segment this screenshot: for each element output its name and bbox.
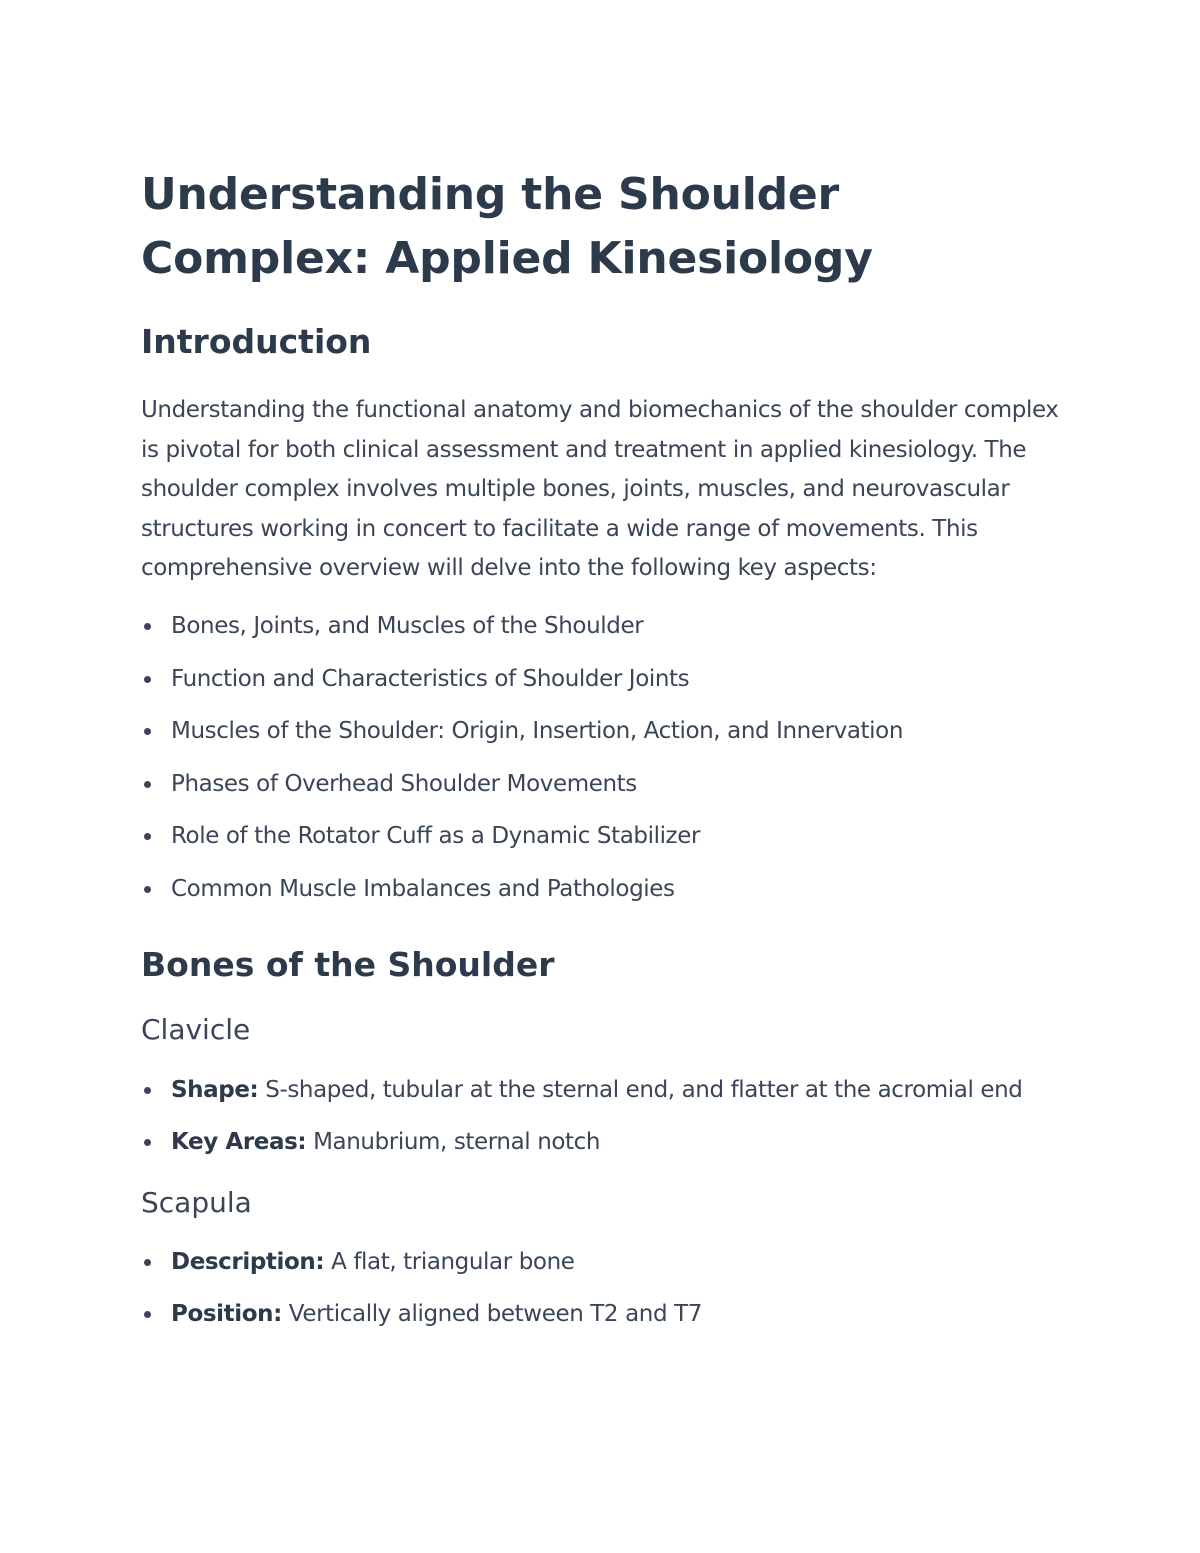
bullet-icon — [144, 676, 151, 683]
scapula-heading: Scapula — [141, 1185, 252, 1219]
introduction-heading: Introduction — [141, 322, 372, 361]
scapula-list — [141, 1243, 1061, 1335]
document-title: Understanding the Shoulder Complex: Applied Kinesiology — [141, 169, 873, 284]
term-label: Shape: — [171, 1076, 259, 1103]
bullet-icon — [144, 886, 151, 893]
term-label: Position: — [171, 1301, 282, 1328]
list-item: Phases of Overhead Shoulder Movements — [141, 765, 1061, 805]
clavicle-list — [141, 1071, 1061, 1163]
clavicle-heading: Clavicle — [141, 1012, 251, 1046]
term-text: Manubrium, sternal notch — [306, 1129, 601, 1156]
bones-heading: Bones of the Shoulder — [141, 944, 555, 984]
bullet-icon — [144, 623, 151, 630]
bullet-icon — [144, 781, 151, 788]
bullet-icon — [144, 1139, 151, 1146]
list-item: Common Muscle Imbalances and Pathologies — [141, 870, 1061, 910]
term-text: S-shaped, tubular at the sternal end, and flatter at the acromial end — [258, 1076, 1023, 1103]
introduction-paragraph: Understanding the functional anatomy and biomechanics of the shoulder complex is pivotal for both clinical assessment and treatment in applied kinesiology. The shoulder complex involves multiple bones, joints, muscles, and neurovascular structures working in concert to facilitate a wide range of movements. This comprehensive overview will delve into the following key aspects: — [141, 397, 1059, 582]
list-item — [141, 1123, 1061, 1163]
document-page — [141, 163, 1061, 1348]
key-aspects-list — [141, 607, 1061, 910]
list-item: Bones, Joints, and Muscles of the Shoulder — [141, 607, 1061, 647]
bullet-icon — [144, 1311, 151, 1318]
term-text: Vertically aligned between T2 and T7 — [281, 1301, 702, 1328]
list-item: Function and Characteristics of Shoulder Joints — [141, 660, 1061, 700]
term-label: Key Areas: — [171, 1129, 307, 1156]
list-item: Muscles of the Shoulder: Origin, Insertion, Action, and Innervation — [141, 712, 1061, 752]
list-item — [141, 1071, 1061, 1111]
bullet-icon — [144, 1087, 151, 1094]
list-item — [141, 1295, 1061, 1335]
list-item: Role of the Rotator Cuff as a Dynamic Stabilizer — [141, 817, 1061, 857]
bullet-icon — [144, 833, 151, 840]
term-text: A flat, triangular bone — [324, 1248, 575, 1275]
bullet-icon — [144, 1259, 151, 1266]
bullet-icon — [144, 728, 151, 735]
term-label: Description: — [171, 1248, 325, 1275]
list-item — [141, 1243, 1061, 1283]
